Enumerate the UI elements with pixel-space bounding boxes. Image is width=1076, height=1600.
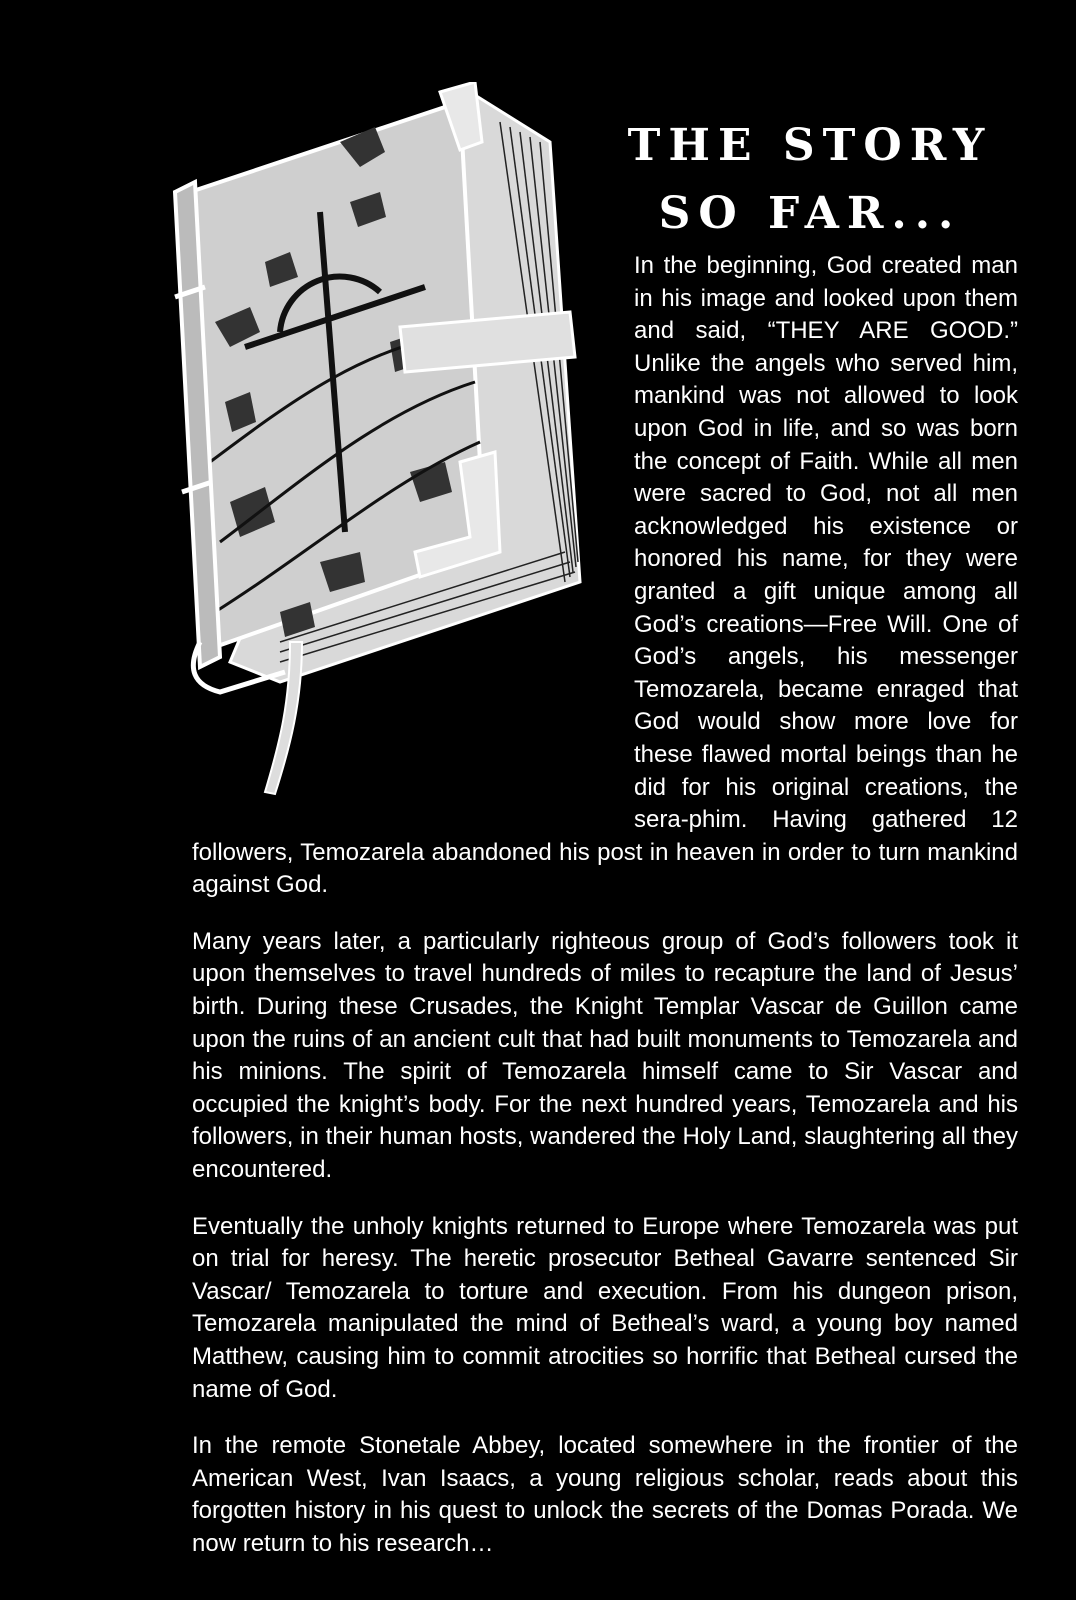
page-title: [620, 112, 1000, 248]
title-line-2: SO FAR...: [658, 188, 962, 239]
story-text: [192, 250, 1018, 1585]
paragraph-2: Many years later, a particularly righteous group of God’s followers took it upon themselves to travel hundreds of miles to recapture the land of Jesus’ birth. During these Crusades, the Knight Templar Vascar de Guillon came upon the ruins of an ancient cult that had built monuments to Temozarela and his minions. The spirit of Temozarela himself came to Sir Vascar and occupied the knight’s body. For the next hundred years, Temozarela and his followers, in their human hosts, wandered the Holy Land, slaughtering all they encountered.: [192, 927, 1018, 1184]
paragraph-3: Eventually the unholy knights returned to Europe where Temozarela was put on trial for heresy. The heretic prosecutor Betheal Gavarre sentenced Sir Vascar/ Temozarela to torture and execution. From his dungeon prison, Temozarela manipulated the mind of Betheal’s ward, a young boy named Matthew, causing him to commit atrocities so horrific that Betheal cursed the name of God.: [192, 1212, 1018, 1403]
paragraph-4: In the remote Stonetale Abbey, located somewhere in the frontier of the American West, Ivan Isaacs, a young religious scholar, reads about this forgotten history in his quest to unlock the secrets of the Domas Porada. We now return to his research…: [192, 1432, 1018, 1557]
illustration-spacer: [192, 250, 634, 835]
title-line-1: THE STORY: [627, 120, 993, 171]
paragraph-1: In the beginning, God created man in his image and looked upon them and said, “THEY ARE GOOD.” Unlike the angels who served him, mankind was not allowed to look upon God in life, and so was born the concept of Faith. While all men were sacred to God, not all men acknowledged his existence or honored his name, for they were granted a gift unique among all God’s creations—Free Will. One of God’s angels, his messenger Temozarela, became enraged that God would show more love for these flawed mortal beings than he did for his original creations, the sera-phim. Having gathered 12 followers, Temozarela abandoned his post in heaven in order to turn mankind against God.: [192, 252, 1018, 899]
